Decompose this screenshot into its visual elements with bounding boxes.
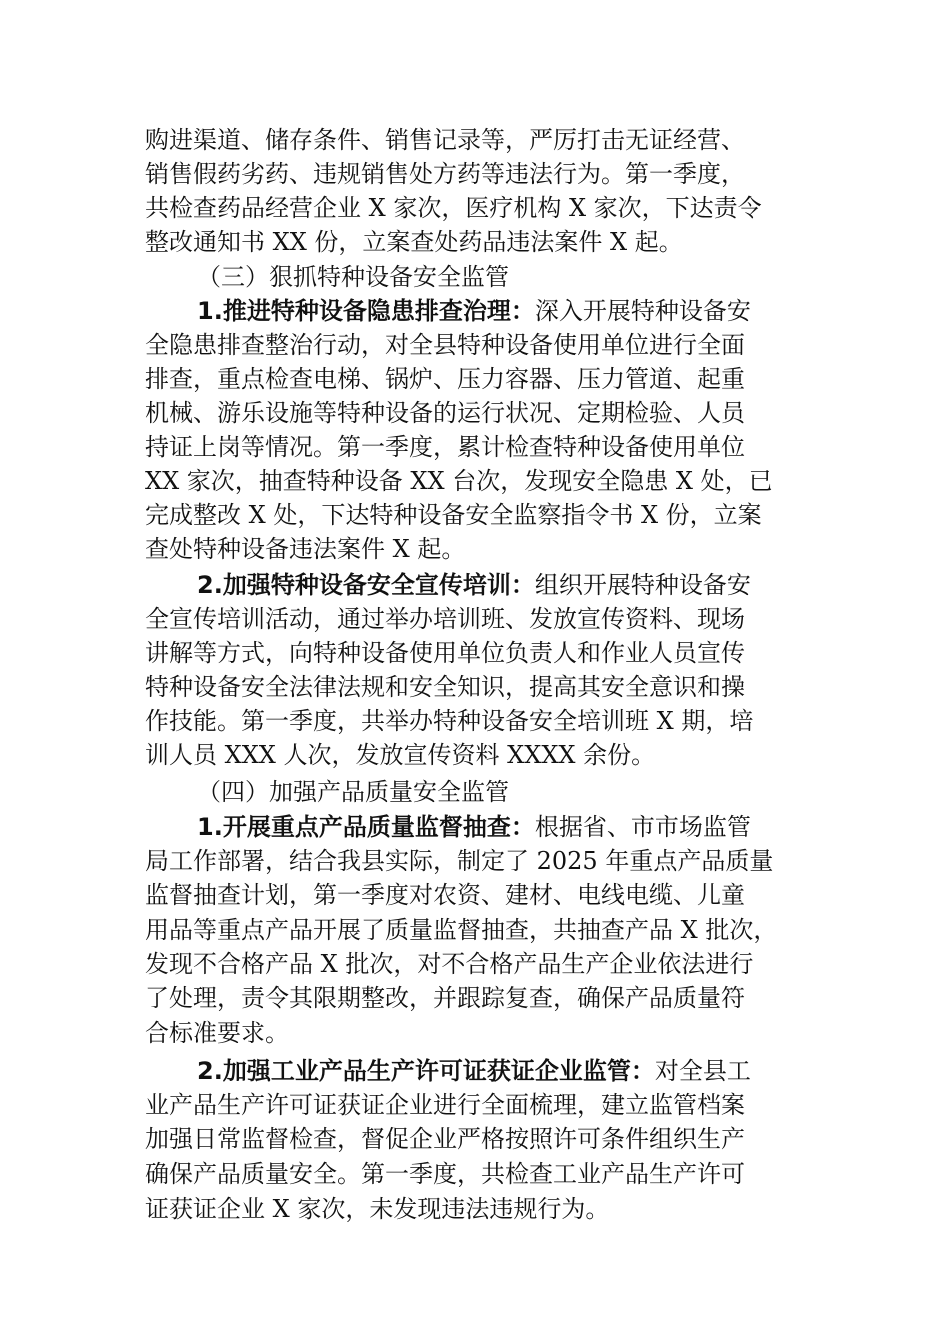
paragraph-line: 训人员 XXX 人次，发放宣传资料 XXXX 余份。 bbox=[145, 741, 656, 769]
paragraph-line: XX 家次，抽查特种设备 XX 台次，发现安全隐患 X 处，已 bbox=[145, 467, 773, 495]
paragraph-line: 特种设备安全法律法规和安全知识，提高其安全意识和操 bbox=[145, 673, 745, 701]
paragraph-line: 全隐患排查整治行动，对全县特种设备使用单位进行全面 bbox=[145, 331, 745, 359]
paragraph-line: 业产品生产许可证获证企业进行全面梳理，建立监管档案 bbox=[145, 1091, 745, 1119]
subheading: 1.开展重点产品质量监督抽查： bbox=[197, 813, 535, 841]
subheading: 2.加强工业产品生产许可证获证企业监管： bbox=[197, 1057, 655, 1085]
paragraph-text: 根据省、市市场监管 bbox=[534, 813, 751, 841]
paragraph-line bbox=[197, 1054, 751, 1088]
paragraph-line: 了处理，责令其限期整改，并跟踪复查，确保产品质量符 bbox=[145, 984, 745, 1012]
paragraph-line: 销售假药劣药、违规销售处方药等违法行为。第一季度， bbox=[145, 160, 745, 188]
paragraph-line: 查处特种设备违法案件 X 起。 bbox=[145, 535, 466, 563]
section-heading: （四）加强产品质量安全监管 bbox=[197, 778, 509, 806]
paragraph-text: 深入开展特种设备安 bbox=[534, 297, 751, 325]
paragraph-line: 作技能。第一季度，共举办特种设备安全培训班 X 期，培 bbox=[145, 707, 754, 735]
paragraph-line: 局工作部署，结合我县实际，制定了 2025 年重点产品质量 bbox=[145, 847, 774, 875]
paragraph-line: 排查，重点检查电梯、锅炉、压力容器、压力管道、起重 bbox=[145, 365, 745, 393]
section-heading: （三）狠抓特种设备安全监管 bbox=[197, 263, 509, 291]
paragraph-line: 监督抽查计划，第一季度对农资、建材、电线电缆、儿童 bbox=[145, 881, 745, 909]
paragraph-line: 购进渠道、储存条件、销售记录等，严厉打击无证经营、 bbox=[145, 126, 745, 154]
paragraph-line: 用品等重点产品开展了质量监督抽查，共抽查产品 X 批次， bbox=[145, 916, 778, 944]
paragraph-text: 对全县工 bbox=[654, 1057, 751, 1085]
subheading: 1.推进特种设备隐患排查治理： bbox=[197, 297, 535, 325]
paragraph-line: 机械、游乐设施等特种设备的运行状况、定期检验、人员 bbox=[145, 399, 745, 427]
paragraph-line bbox=[197, 810, 751, 844]
paragraph-line bbox=[197, 568, 751, 602]
paragraph-line: 共检查药品经营企业 X 家次，医疗机构 X 家次，下达责令 bbox=[145, 194, 762, 222]
paragraph-line bbox=[197, 294, 751, 328]
paragraph-line: 合标准要求。 bbox=[145, 1019, 289, 1047]
subheading: 2.加强特种设备安全宣传培训： bbox=[197, 571, 535, 599]
paragraph-line: 讲解等方式，向特种设备使用单位负责人和作业人员宣传 bbox=[145, 639, 745, 667]
paragraph-text: 组织开展特种设备安 bbox=[534, 571, 751, 599]
paragraph-line: 发现不合格产品 X 批次，对不合格产品生产企业依法进行 bbox=[145, 950, 754, 978]
paragraph-line: 整改通知书 XX 份，立案查处药品违法案件 X 起。 bbox=[145, 228, 683, 256]
paragraph-line: 全宣传培训活动，通过举办培训班、发放宣传资料、现场 bbox=[145, 605, 745, 633]
paragraph-line: 确保产品质量安全。第一季度，共检查工业产品生产许可 bbox=[145, 1160, 745, 1188]
paragraph-line: 加强日常监督检查，督促企业严格按照许可条件组织生产 bbox=[145, 1125, 745, 1153]
paragraph-line: 证获证企业 X 家次，未发现违法违规行为。 bbox=[145, 1195, 610, 1223]
paragraph-line: 完成整改 X 处，下达特种设备安全监察指令书 X 份，立案 bbox=[145, 501, 762, 529]
paragraph-line: 持证上岗等情况。第一季度，累计检查特种设备使用单位 bbox=[145, 433, 745, 461]
